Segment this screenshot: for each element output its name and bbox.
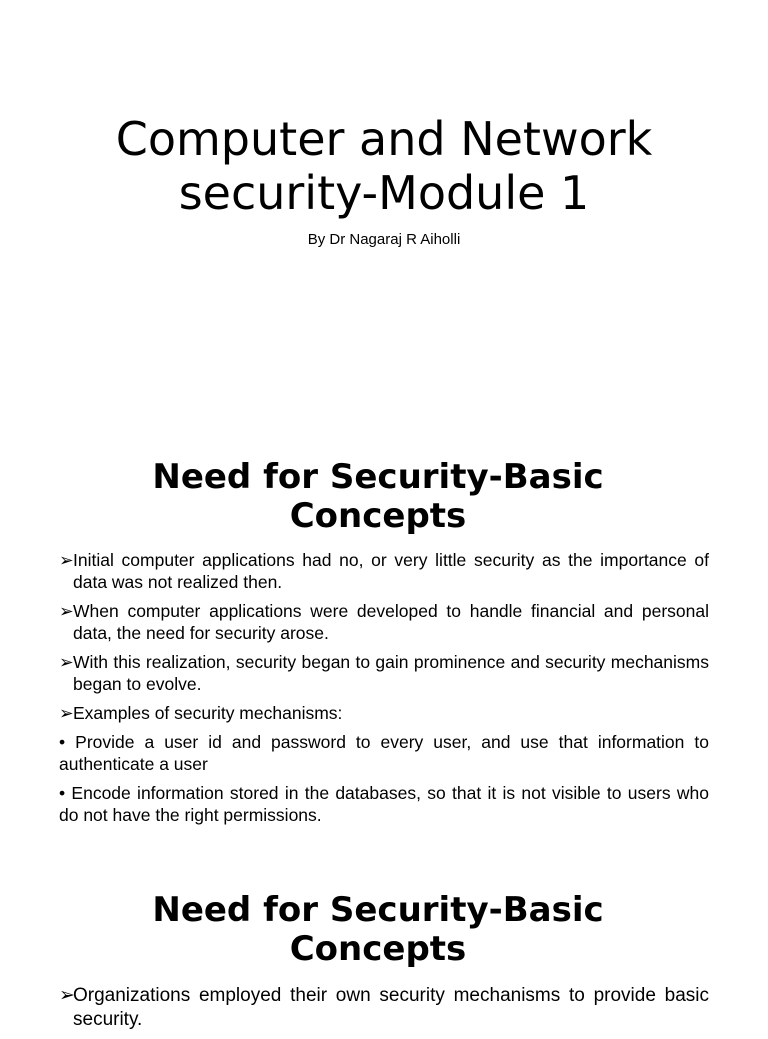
bullet-item bbox=[59, 782, 709, 826]
heading-line-1: Need for Security-Basic bbox=[152, 457, 604, 497]
heading-line-2: Concepts bbox=[289, 496, 467, 536]
slide-heading bbox=[0, 891, 756, 969]
dot-bullet-icon: • bbox=[59, 783, 66, 803]
title-line-1: Computer and Network bbox=[115, 112, 653, 166]
bullet-text: Organizations employed their own security mechanisms to provide basic security. bbox=[73, 985, 709, 1030]
arrow-bullet-icon: ➢ bbox=[59, 601, 74, 621]
bullet-item bbox=[59, 984, 709, 1032]
bullet-item bbox=[59, 549, 709, 593]
dot-bullet-icon: • bbox=[59, 732, 66, 752]
bullet-list bbox=[59, 984, 709, 1039]
author-line: By Dr Nagaraj R Aiholli bbox=[307, 231, 461, 248]
bullet-text: Encode information stored in the databases, so that it is not visible to users who do not have the right permissions. bbox=[59, 783, 709, 825]
bullet-list bbox=[59, 549, 709, 833]
title-line-2: security-Module 1 bbox=[178, 166, 590, 220]
arrow-bullet-icon: ➢ bbox=[59, 985, 75, 1006]
heading-line-2: Concepts bbox=[289, 929, 467, 969]
bullet-text: Initial computer applications had no, or very little security as the importance of data was not realized then. bbox=[73, 550, 709, 592]
bullet-item bbox=[59, 731, 709, 775]
presentation-title bbox=[0, 112, 768, 220]
slide-heading bbox=[0, 458, 756, 536]
heading-line-1: Need for Security-Basic bbox=[152, 890, 604, 930]
arrow-bullet-icon: ➢ bbox=[59, 703, 74, 723]
bullet-item bbox=[59, 651, 709, 695]
bullet-text: Examples of security mechanisms: bbox=[73, 703, 343, 723]
bullet-text: Provide a user id and password to every user, and use that information to authenticate a user bbox=[59, 732, 709, 774]
bullet-item bbox=[59, 600, 709, 644]
arrow-bullet-icon: ➢ bbox=[59, 652, 74, 672]
arrow-bullet-icon: ➢ bbox=[59, 550, 74, 570]
bullet-item bbox=[59, 702, 709, 724]
bullet-text: When computer applications were developed to handle financial and personal data, the need for security arose. bbox=[73, 601, 709, 643]
bullet-text: With this realization, security began to gain prominence and security mechanisms began to evolve. bbox=[73, 652, 709, 694]
